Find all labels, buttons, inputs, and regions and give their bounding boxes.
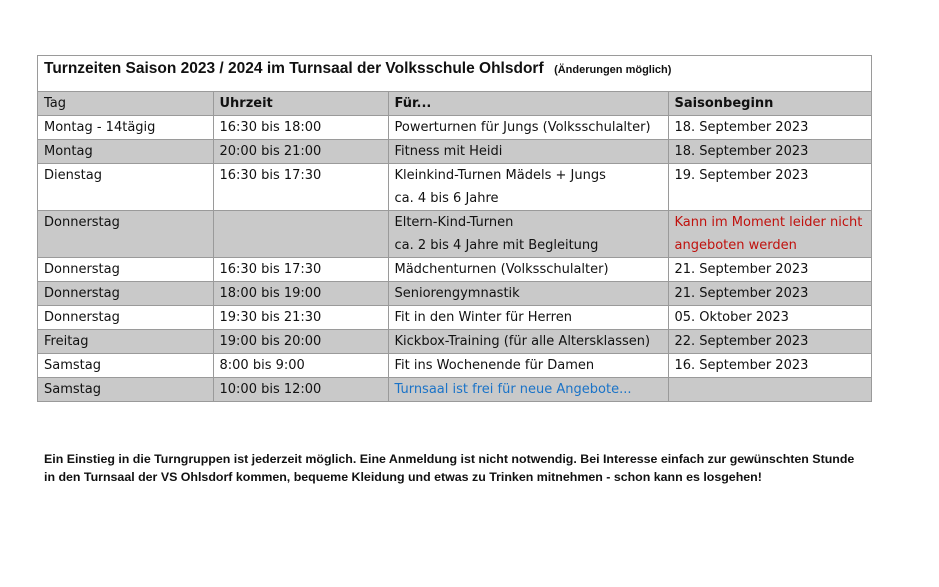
cell-season-start-line: 05. Oktober 2023 — [674, 310, 789, 325]
cell-time: 16:30 bis 18:00 — [213, 116, 388, 140]
cell-for — [388, 354, 668, 378]
title-note: (Änderungen möglich) — [554, 64, 672, 76]
cell-season-start — [668, 140, 871, 164]
cell-day: Dienstag — [38, 164, 213, 211]
cell-season-start — [668, 164, 871, 211]
cell-day: Donnerstag — [38, 211, 213, 258]
cell-time: 16:30 bis 17:30 — [213, 258, 388, 282]
table-row — [38, 330, 871, 354]
cell-time: 18:00 bis 19:00 — [213, 282, 388, 306]
schedule-table-box — [37, 55, 872, 402]
cell-day: Montag — [38, 140, 213, 164]
table-header-row — [38, 92, 871, 116]
cell-day: Freitag — [38, 330, 213, 354]
cell-season-start-line: 18. September 2023 — [674, 120, 809, 135]
cell-season-start-line: 22. September 2023 — [674, 334, 809, 349]
cell-for — [388, 211, 668, 258]
cell-for — [388, 164, 668, 211]
cell-for — [388, 116, 668, 140]
cell-season-start-line: 21. September 2023 — [674, 262, 809, 277]
cell-season-start — [668, 282, 871, 306]
cell-for-line: ca. 4 bis 6 Jahre — [394, 191, 499, 206]
table-row — [38, 306, 871, 330]
cell-season-start-line: 16. September 2023 — [674, 358, 809, 373]
cell-time: 16:30 bis 17:30 — [213, 164, 388, 211]
cell-day: Donnerstag — [38, 258, 213, 282]
cell-time: 20:00 bis 21:00 — [213, 140, 388, 164]
cell-for — [388, 330, 668, 354]
cell-season-start — [668, 211, 871, 258]
cell-day: Samstag — [38, 378, 213, 402]
page-title: Turnzeiten Saison 2023 / 2024 im Turnsaal der Volksschule Ohlsdorf — [44, 60, 544, 77]
cell-for — [388, 378, 668, 402]
table-row — [38, 116, 871, 140]
cell-time: 8:00 bis 9:00 — [213, 354, 388, 378]
cell-season-start-line: angeboten werden — [674, 238, 797, 253]
cell-season-start-line: 21. September 2023 — [674, 286, 809, 301]
table-row — [38, 164, 871, 211]
table-row — [38, 140, 871, 164]
cell-season-start — [668, 330, 871, 354]
title-row — [38, 56, 871, 92]
cell-time: 10:00 bis 12:00 — [213, 378, 388, 402]
schedule-table — [38, 92, 871, 401]
table-row — [38, 282, 871, 306]
cell-time: 19:30 bis 21:30 — [213, 306, 388, 330]
cell-season-start — [668, 378, 871, 402]
cell-season-start — [668, 116, 871, 140]
cell-time: 19:00 bis 20:00 — [213, 330, 388, 354]
footer-line: Ein Einstieg in die Turngruppen ist jederzeit möglich. Eine Anmeldung ist nicht notwendig. Bei Interesse einfach zur gewünschten Stunde — [44, 452, 855, 466]
table-row — [38, 211, 871, 258]
cell-season-start-line: 18. September 2023 — [674, 144, 809, 159]
footer-line: in den Turnsaal der VS Ohlsdorf kommen, bequeme Kleidung und etwas zu Trinken mitnehmen - schon kann es losgehen! — [44, 470, 762, 484]
table-row — [38, 378, 871, 402]
header-for: Für... — [388, 92, 668, 116]
cell-for-line: Fit ins Wochenende für Damen — [394, 358, 595, 373]
cell-season-start — [668, 354, 871, 378]
cell-for-line: Fit in den Winter für Herren — [394, 310, 572, 325]
cell-for — [388, 306, 668, 330]
cell-for-line: Eltern-Kind-Turnen — [394, 215, 514, 230]
cell-for — [388, 258, 668, 282]
cell-day: Samstag — [38, 354, 213, 378]
table-row — [38, 354, 871, 378]
cell-season-start — [668, 258, 871, 282]
cell-time — [213, 211, 388, 258]
cell-for — [388, 140, 668, 164]
cell-for-line: Fitness mit Heidi — [394, 144, 503, 159]
header-day: Tag — [38, 92, 213, 116]
cell-for — [388, 282, 668, 306]
cell-day: Donnerstag — [38, 306, 213, 330]
cell-for-line: Seniorengymnastik — [394, 286, 520, 301]
cell-for-line: Turnsaal ist frei für neue Angebote... — [394, 382, 632, 397]
footer-note — [44, 450, 924, 486]
cell-day: Montag - 14tägig — [38, 116, 213, 140]
cell-season-start-line: 19. September 2023 — [674, 168, 809, 183]
cell-for-line: Kickbox-Training (für alle Altersklassen) — [394, 334, 651, 349]
header-season-start: Saisonbeginn — [668, 92, 871, 116]
cell-day: Donnerstag — [38, 282, 213, 306]
cell-for-line: Kleinkind-Turnen Mädels + Jungs — [394, 168, 606, 183]
cell-for-line: Mädchenturnen (Volksschulalter) — [394, 262, 609, 277]
cell-for-line: ca. 2 bis 4 Jahre mit Begleitung — [394, 238, 599, 253]
header-time: Uhrzeit — [213, 92, 388, 116]
cell-season-start-line: Kann im Moment leider nicht — [674, 215, 863, 230]
cell-season-start — [668, 306, 871, 330]
table-row — [38, 258, 871, 282]
cell-for-line: Powerturnen für Jungs (Volksschulalter) — [394, 120, 651, 135]
